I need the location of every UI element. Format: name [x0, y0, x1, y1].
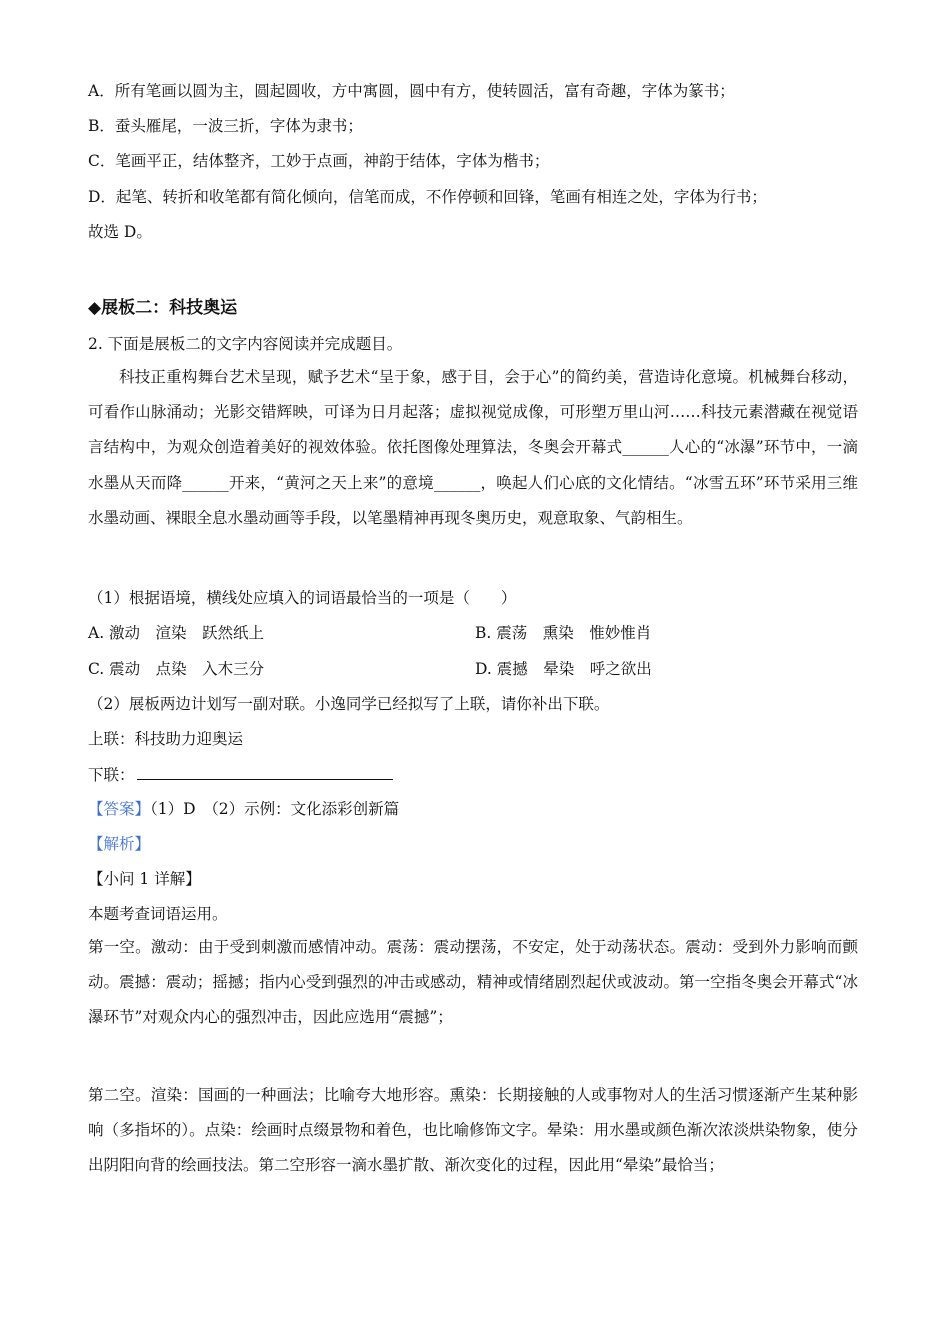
option-d-explanation: D．起笔、转折和收笔都有简化倾向，信笔而成，不作停顿和回锋，笔画有相连之处，字体为行书； [88, 188, 767, 206]
analysis-intro: 本题考查词语运用。 [88, 905, 228, 923]
analysis-paragraph-2: 第二空。渲染：国画的一种画法；比喻夸大地形容。熏染：长期接触的人或事物对人的生活习惯逐渐产生某种影响（多指坏的）。点染：绘画时点缀景物和着色，也比喻修饰文字。晕染：用水墨或颜色渐次浓淡烘染物象，使分出阴阳向背的绘画技法。第二空形容一滴水墨扩散、渐次变化的过程，因此用“晕染”最恰当； [88, 1086, 858, 1175]
choice-c[interactable]: C. 震动 点染 入木三分 [88, 660, 265, 678]
answer-text: （1）D （2）示例：文化添彩创新篇 [150, 800, 400, 818]
choice-a[interactable]: A. 激动 渲染 跃然纸上 [88, 624, 265, 642]
option-a-explanation: A．所有笔画以圆为主，圆起圆收，方中寓圆，圆中有方，使转圆活，富有奇趣，字体为篆书； [88, 82, 735, 100]
sub-question-2: （2）展板两边计划写一副对联。小逸同学已经拟写了上联，请你补出下联。 [88, 695, 610, 713]
conclusion-text: 故选 D。 [88, 223, 152, 241]
lower-couplet-label: 下联： [88, 766, 135, 784]
passage-text: 科技正重构舞台艺术呈现，赋予艺术“呈于象，感于目，会于心”的简约美，营造诗化意境。机械舞台移动，可看作山脉涌动；光影交错辉映，可译为日月起落；虚拟视觉成像，可形塑万里山河……科技元素潜藏在视觉语言结构中，为观众创造着美好的视效体验。依托图像处理算法，冬奥会开幕式______人心的“冰瀑”环节中，一滴水墨从天而降______开来，“黄河之天上来”的意境______，唤起人们心底的文化情结。“冰雪五环”环节采用三维水墨动画、裸眼全息水墨动画等手段，以笔墨精神再现冬奥历史，观意取象、气韵相生。 [88, 368, 858, 527]
question-stem: 2. 下面是展板二的文字内容阅读并完成题目。 [88, 335, 403, 353]
sub-question-detail-title: 【小问 1 详解】 [88, 870, 201, 888]
sub-question-1: （1）根据语境，横线处应填入的词语最恰当的一项是（ ） [88, 589, 517, 607]
answer-tag: 【答案】 [88, 800, 151, 818]
section-heading: ◆展板二：科技奥运 [88, 298, 238, 318]
option-b-explanation: B．蚕头雁尾，一波三折，字体为隶书； [88, 117, 363, 135]
lower-couplet-row [88, 763, 863, 786]
answer-row [88, 798, 863, 820]
choice-b[interactable]: B. 震荡 熏染 惟妙惟肖 [475, 624, 652, 642]
option-c-explanation: C．笔画平正，结体整齐，工妙于点画，神韵于结体，字体为楷书； [88, 152, 550, 170]
analysis-paragraph-1: 第一空。激动：由于受到刺激而感情冲动。震荡：震动摆荡，不安定，处于动荡状态。震动：受到外力影响而颤动。震撼：震动；摇撼；指内心受到强烈的冲击或感动，精神或情绪剧烈起伏或波动。第一空指冬奥会开幕式“冰瀑环节”对观众内心的强烈冲击，因此应选用“震撼”； [88, 938, 858, 1027]
upper-couplet: 上联：科技助力迎奥运 [88, 730, 244, 748]
choice-d[interactable]: D. 震撼 晕染 呼之欲出 [475, 660, 652, 678]
answer-blank[interactable] [137, 763, 393, 780]
analysis-tag: 【解析】 [88, 835, 151, 853]
